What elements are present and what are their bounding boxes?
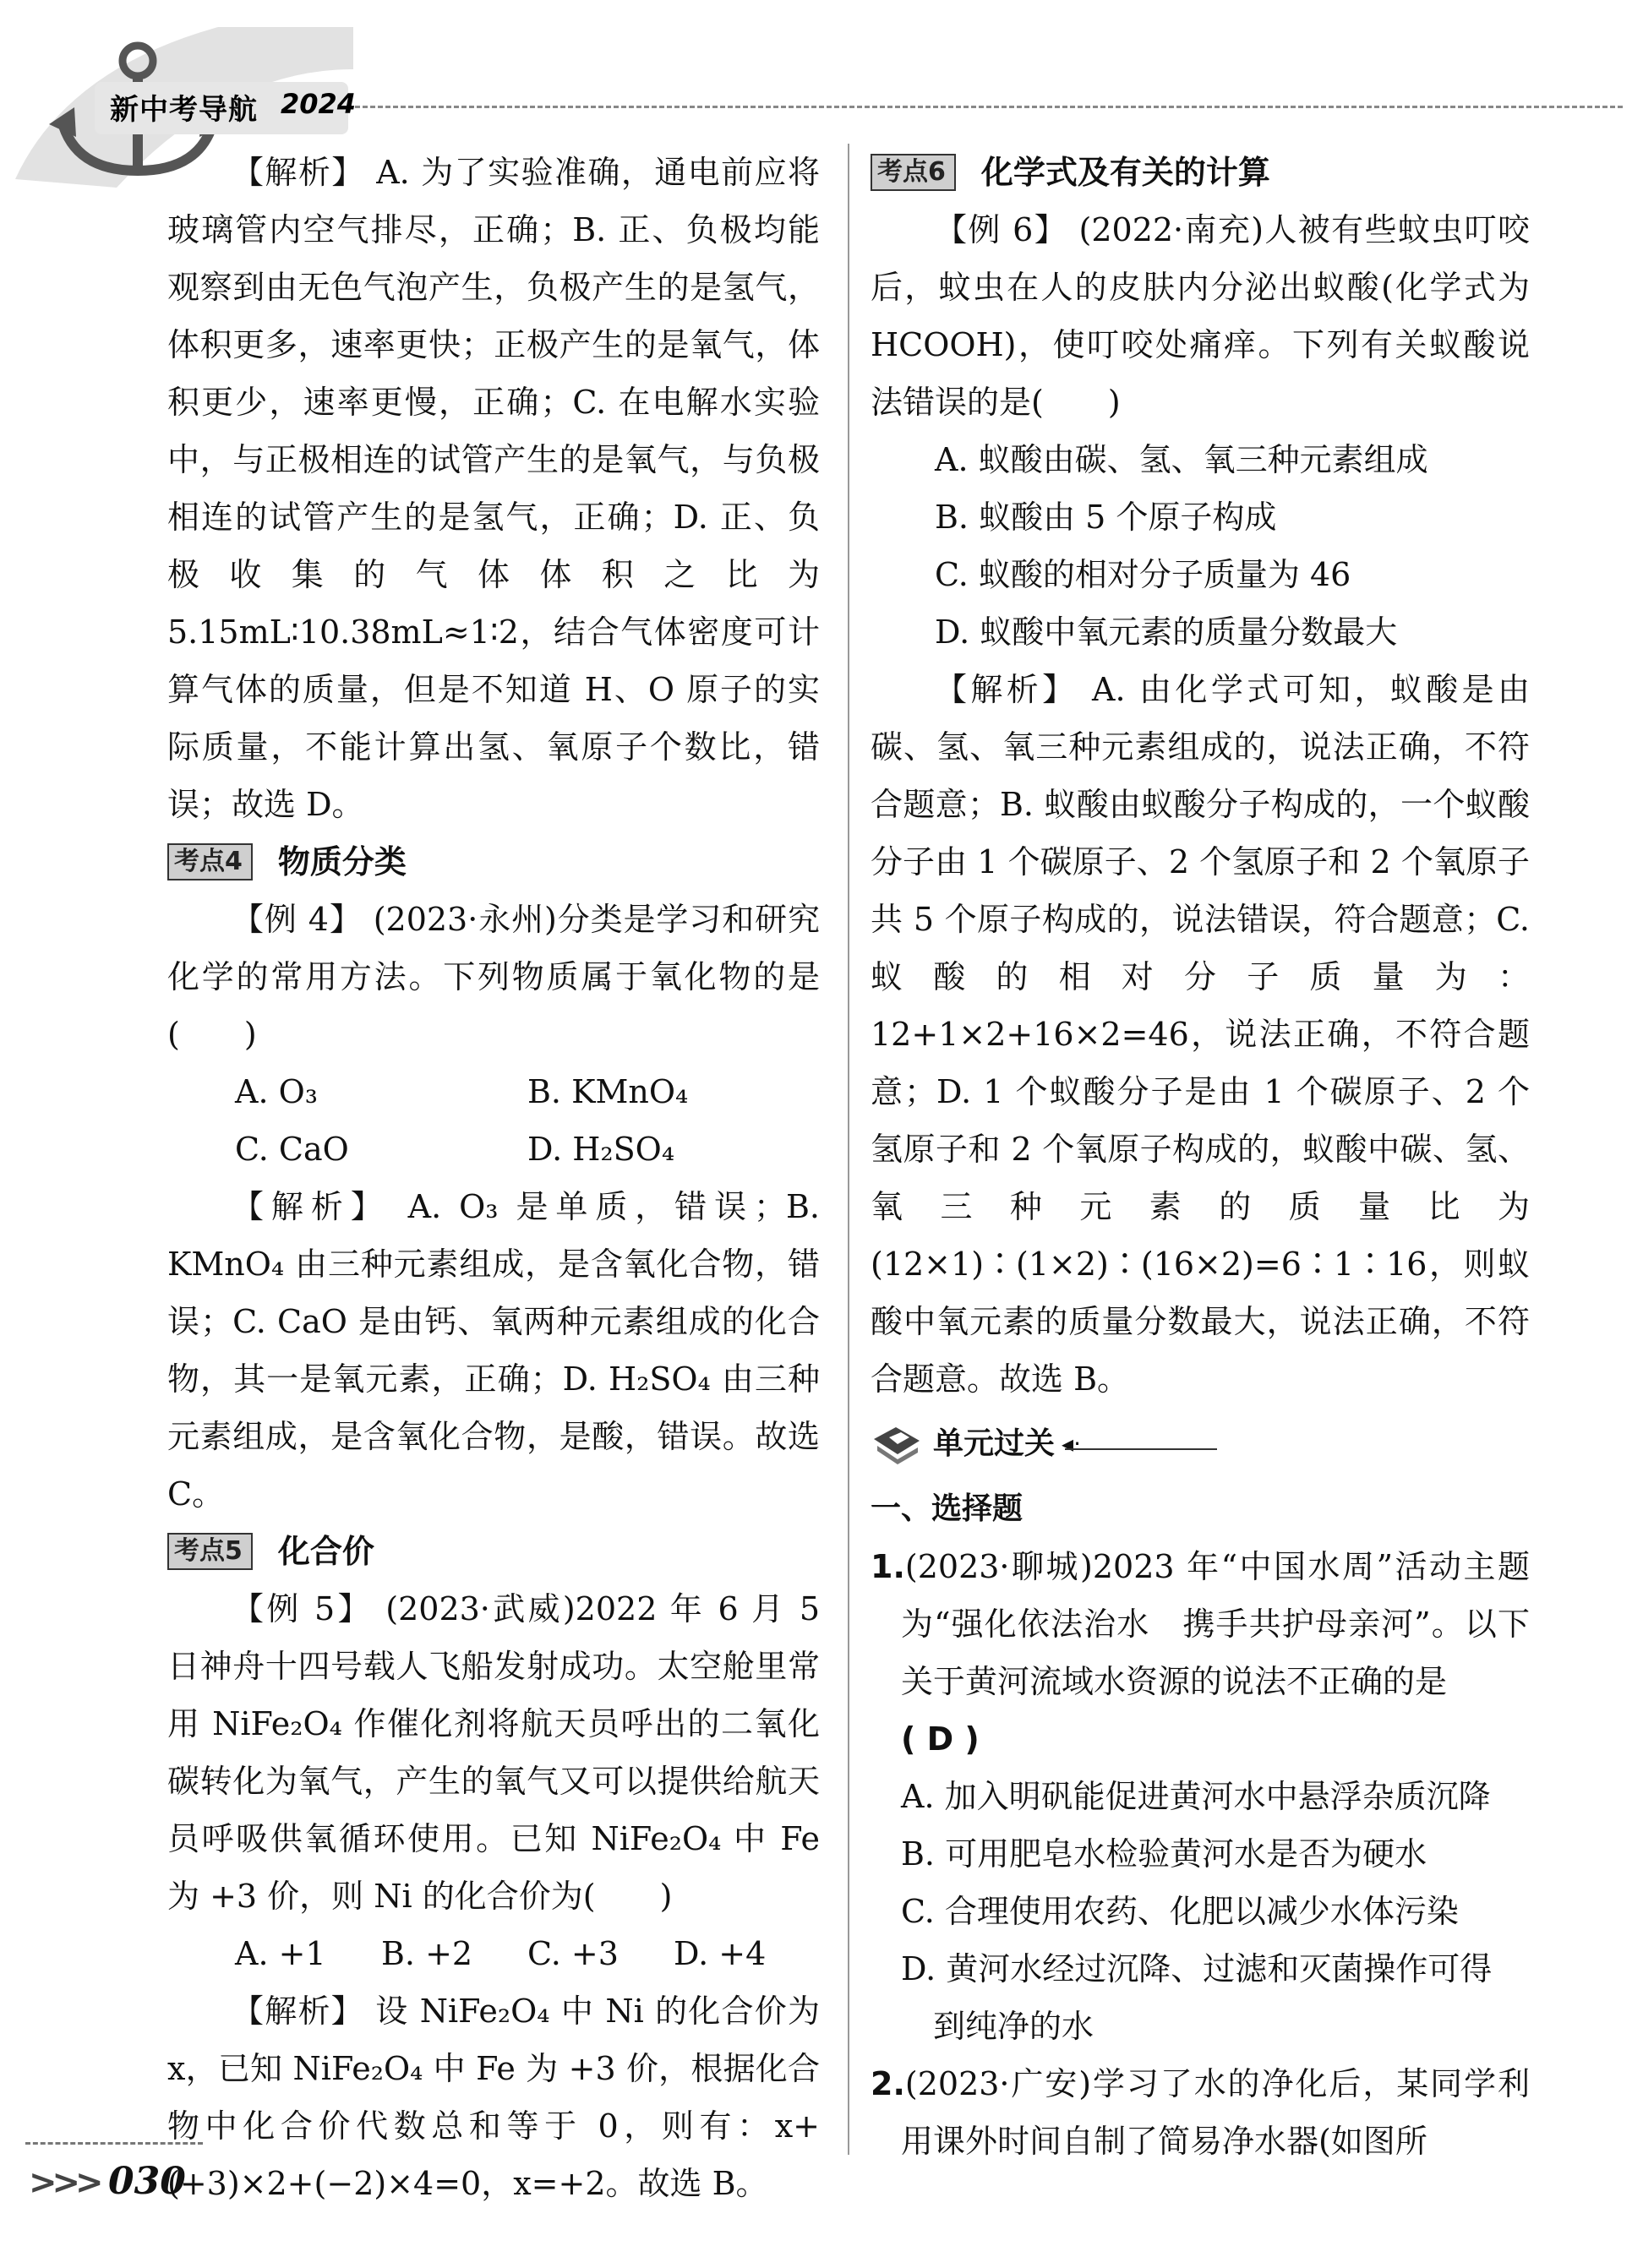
- example-4: 【例 4】 (2023·永州)分类是学习和研究化学的常用方法。下列物质属于氧化物的是( ): [167, 901, 820, 1053]
- header-dashed-line: [355, 106, 1623, 108]
- option-c: C. +3: [527, 1935, 619, 1972]
- brand-name: 新中考导航: [110, 93, 258, 127]
- option-c: C. 合理使用农药、化肥以减少水体污染: [901, 1893, 1459, 1930]
- option-a: A. 加入明矾能促进黄河水中悬浮杂质沉降: [901, 1778, 1491, 1815]
- option-a: A. 蚁酸由碳、氢、氧三种元素组成: [935, 441, 1428, 478]
- footer-arrows: >>>: [29, 2163, 99, 2202]
- example-6: 【例 6】 (2022·南充)人被有些蚊虫叮咬后，蚊虫在人的皮肤内分泌出蚁酸(化学式为 HCOOH)，使叮咬处痛痒。下列有关蚁酸说法错误的是( ): [871, 211, 1530, 421]
- option-c: C. CaO: [235, 1131, 349, 1168]
- option-a: A. +1: [235, 1935, 326, 1972]
- example-4-options-row-2: [167, 1120, 820, 1178]
- option-d: D. 蚁酸中氧元素的质量分数最大: [935, 613, 1398, 651]
- option-d: D. H₂SO₄: [527, 1131, 675, 1168]
- section-badge: 考点5: [167, 1533, 253, 1570]
- right-column: [871, 144, 1530, 2170]
- section-badge: 考点6: [871, 154, 956, 191]
- page-number: 030: [108, 2160, 186, 2203]
- section-5-header: [167, 1523, 820, 1580]
- option-b: B. 可用肥皂水检验黄河水是否为硬水: [901, 1835, 1427, 1873]
- question-text: (2023·聊城)2023 年“中国水周”活动主题为“强化依法治水 携手共护母亲河”。以下关于黄河流域水资源的说法不正确的是: [901, 1548, 1530, 1700]
- option-d: D. +4: [674, 1935, 767, 1972]
- footer-dashed-line: [25, 2142, 203, 2145]
- question-2: [871, 2055, 1530, 2170]
- arrow-left-icon: ◂·: [1062, 1430, 1081, 1458]
- unit-title: 单元过关: [933, 1426, 1056, 1461]
- question-1-answer: ( D ): [901, 1720, 980, 1758]
- column-divider: [848, 144, 849, 2155]
- solution-4: 【解析】 A. O₃ 是单质，错误；B. KMnO₄ 由三种元素组成，是含氧化合物，错误；C. CaO 是由钙、氧两种元素组成的化合物，其一是氧元素，正确；D. H₂SO₄ 由三种元素组成，是含氧化合物，是酸，错误。故选 C。: [167, 1188, 820, 1513]
- section-title: 化学式及有关的计算: [980, 154, 1270, 191]
- section-title: 物质分类: [277, 843, 407, 880]
- solution-3: 【解析】 A. 为了实验准确，通电前应将玻璃管内空气排尽，正确；B. 正、负极均能观察到由无色气泡产生，负极产生的是氢气，体积更多，速率更快；正极产生的是氧气，体积更少，速率更慢，正确；C. 在电解水实验中，与正极相连的试管产生的是氧气，与负极相连的试管产生的是氢气，正确；D. 正、负极收集的气体体积之比为 5.15mL∶10.38mL≈1∶2，结合气体密度可计算气体的质量，但是不知道 H、O 原子的实际质量，不能计算出氢、氧原子个数比，错误；故选 D。: [167, 154, 820, 823]
- subsection-heading: 一、选择题: [871, 1491, 1023, 1526]
- option-b: B. 蚁酸由 5 个原子构成: [935, 499, 1277, 536]
- option-d-continued: 到纯净的水: [933, 2008, 1094, 2045]
- example-4-options-row-1: [167, 1063, 820, 1120]
- option-b: B. +2: [381, 1935, 473, 1972]
- option-d: D. 黄河水经过沉降、过滤和灭菌操作可得: [901, 1950, 1493, 1987]
- option-a: A. O₃: [235, 1073, 318, 1110]
- question-1: [871, 1538, 1530, 1710]
- solution-6: 【解析】 A. 由化学式可知，蚁酸是由碳、氢、氧三种元素组成的，说法正确，不符合题意；B. 蚁酸由蚁酸分子构成的，一个蚁酸分子由 1 个碳原子、2 个氢原子和 2 个氧原子共 5 个原子构成的，说法错误，符合题意；C. 蚁酸的相对分子质量为：12+1×2+16×2=46，说法正确，不符合题意；D. 1 个蚁酸分子是由 1 个碳原子、2 个氢原子和 2 个氧原子构成的，蚁酸中碳、氢、氧三种元素的质量比为(12×1)∶(1×2)∶(16×2)=6∶1∶16，则蚁酸中氧元素的质量分数最大，说法正确，不符合题意。故选 B。: [871, 671, 1530, 1398]
- brand-year: 2024: [281, 88, 357, 120]
- option-b: B. KMnO₄: [527, 1073, 689, 1110]
- example-5-options: [167, 1925, 820, 1982]
- section-6-header: [871, 144, 1530, 201]
- question-number: 2.: [871, 2065, 905, 2102]
- section-badge: 考点4: [167, 843, 253, 880]
- question-text: (2023·广安)学习了水的净化后，某同学利用课外时间自制了简易净水器(如图所: [901, 2065, 1530, 2160]
- notebook-icon: [871, 1422, 923, 1466]
- solution-5: 【解析】 设 NiFe₂O₄ 中 Ni 的化合价为 x，已知 NiFe₂O₄ 中 Fe 为 +3 价，根据化合物中化合价代数总和等于 0，则有：x+(+3)×2+(−2)×4=0，x=+2。故选 B。: [167, 1993, 820, 2202]
- example-5: 【例 5】 (2023·武威)2022 年 6 月 5 日神舟十四号载人飞船发射成功。太空舱里常用 NiFe₂O₄ 作催化剂将航天员呼出的二氧化碳转化为氧气，产生的氧气又可以提供给航天员呼吸供氧循环使用。已知 NiFe₂O₄ 中 Fe 为 +3 价，则 Ni 的化合价为( ): [167, 1590, 820, 1915]
- unit-underline: [1065, 1448, 1217, 1450]
- unit-review-header: [871, 1408, 1530, 1480]
- section-4-header: [167, 833, 820, 891]
- left-column: [167, 144, 820, 2212]
- section-title: 化合价: [277, 1533, 374, 1570]
- option-c: C. 蚁酸的相对分子质量为 46: [935, 556, 1351, 593]
- question-number: 1.: [871, 1548, 905, 1585]
